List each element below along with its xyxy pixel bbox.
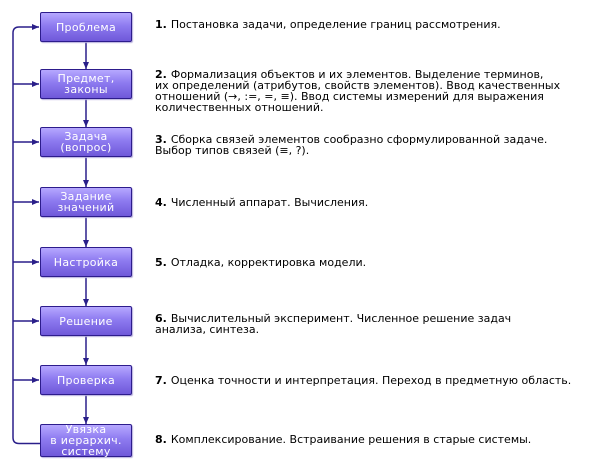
step-box-hierarchy-integration: Увязка в иерархич. систему <box>40 424 132 457</box>
step-number: 6. <box>155 312 167 325</box>
step-number: 8. <box>155 433 167 446</box>
feedback-loop-line <box>13 27 40 444</box>
step-box-task-question: Задача (вопрос) <box>40 127 132 157</box>
step-description-4: 4. Численный аппарат. Вычисления. <box>155 196 369 209</box>
step-description-1: 1. Постановка задачи, определение границ рассмотрения. <box>155 18 501 31</box>
step-number: 1. <box>155 18 167 31</box>
step-number: 5. <box>155 256 167 269</box>
step-number: 7. <box>155 374 167 387</box>
step-box-value-setting: Задание значений <box>40 187 132 217</box>
step-description-5: 5. Отладка, корректировка модели. <box>155 256 367 269</box>
step-description-7: 7. Оценка точности и интерпретация. Переход в предметную область. <box>155 374 572 387</box>
step-box-problem: Проблема <box>40 12 132 42</box>
step-number: 3. <box>155 133 167 146</box>
step-box-subject-laws: Предмет, законы <box>40 69 132 99</box>
step-number: 4. <box>155 196 167 209</box>
step-box-tuning: Настройка <box>40 247 132 277</box>
step-description-8: 8. Комплексирование. Встраивание решения в старые системы. <box>155 433 532 446</box>
step-number: 2. <box>155 68 167 81</box>
step-description-6: 6. Вычислительный эксперимент. Численное решение задач анализа, синтеза. <box>155 312 512 336</box>
step-description-3: 3. Сборка связей элементов сообразно сформулированной задаче. Выбор типов связей (≡, ?). <box>155 133 548 157</box>
step-box-verification: Проверка <box>40 365 132 395</box>
step-box-solution: Решение <box>40 306 132 336</box>
step-description-2: 2. Формализация объектов и их элементов. Выделение терминов, их определений (атрибутов, свойств элементов). Ввод качественных отношений (→, :=, =, ≡). Ввод системы измерений для выражения количественных отношений. <box>155 68 561 114</box>
